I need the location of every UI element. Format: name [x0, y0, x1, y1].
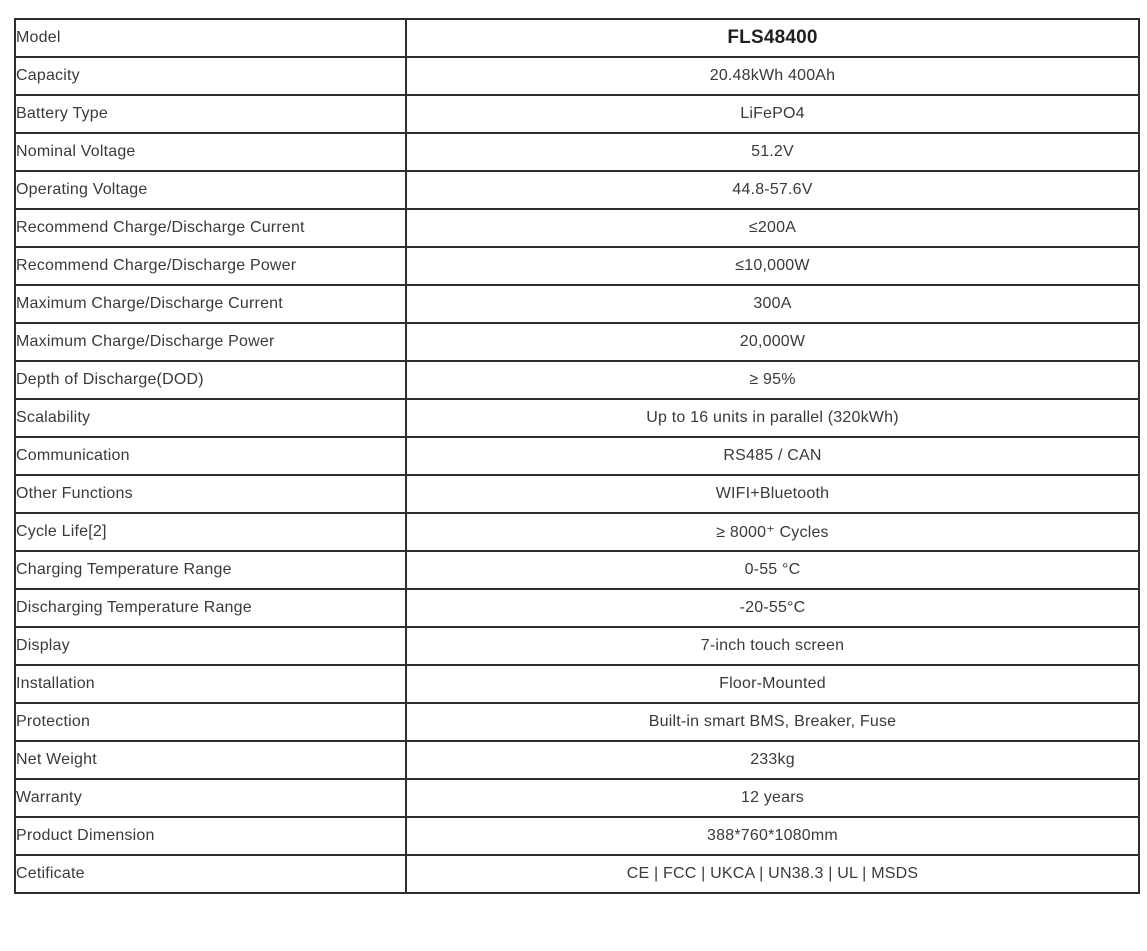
table-row — [15, 361, 1139, 399]
spec-value-cell: 20.48kWh 400Ah — [406, 57, 1139, 95]
spec-value-cell: 51.2V — [406, 133, 1139, 171]
table-row — [15, 741, 1139, 779]
spec-label-cell: Nominal Voltage — [15, 133, 406, 171]
spec-value-cell: RS485 / CAN — [406, 437, 1139, 475]
spec-table — [14, 18, 1140, 894]
spec-value-cell: 44.8-57.6V — [406, 171, 1139, 209]
table-row — [15, 589, 1139, 627]
spec-value-cell: 388*760*1080mm — [406, 817, 1139, 855]
spec-value-cell: ≤200A — [406, 209, 1139, 247]
table-row — [15, 437, 1139, 475]
spec-label-cell: Capacity — [15, 57, 406, 95]
spec-label-cell: Model — [15, 19, 406, 57]
spec-value-cell: 12 years — [406, 779, 1139, 817]
spec-label-cell: Recommend Charge/Discharge Power — [15, 247, 406, 285]
table-row — [15, 399, 1139, 437]
spec-label-cell: Charging Temperature Range — [15, 551, 406, 589]
table-row — [15, 817, 1139, 855]
table-row — [15, 627, 1139, 665]
table-row — [15, 855, 1139, 893]
spec-value-cell: 233kg — [406, 741, 1139, 779]
spec-label-cell: Recommend Charge/Discharge Current — [15, 209, 406, 247]
table-row — [15, 551, 1139, 589]
spec-value-cell: 300A — [406, 285, 1139, 323]
table-row — [15, 19, 1139, 57]
table-row — [15, 779, 1139, 817]
spec-label-cell: Maximum Charge/Discharge Power — [15, 323, 406, 361]
table-row — [15, 247, 1139, 285]
spec-label-cell: Other Functions — [15, 475, 406, 513]
spec-value-cell: LiFePO4 — [406, 95, 1139, 133]
spec-value-cell: ≥ 95% — [406, 361, 1139, 399]
table-row — [15, 703, 1139, 741]
spec-value-cell: CE | FCC | UKCA | UN38.3 | UL | MSDS — [406, 855, 1139, 893]
spec-label-cell: Battery Type — [15, 95, 406, 133]
spec-label-cell: Net Weight — [15, 741, 406, 779]
spec-value-cell: -20-55°C — [406, 589, 1139, 627]
table-row — [15, 171, 1139, 209]
spec-label-cell: Display — [15, 627, 406, 665]
table-row — [15, 209, 1139, 247]
spec-value-cell: ≥ 8000⁺ Cycles — [406, 513, 1139, 551]
table-row — [15, 57, 1139, 95]
spec-value-cell: 0-55 °C — [406, 551, 1139, 589]
spec-label-cell: Product Dimension — [15, 817, 406, 855]
table-row — [15, 513, 1139, 551]
spec-table-body — [15, 19, 1139, 893]
spec-value-cell: WIFI+Bluetooth — [406, 475, 1139, 513]
spec-value-cell: Floor-Mounted — [406, 665, 1139, 703]
spec-value-cell: Built-in smart BMS, Breaker, Fuse — [406, 703, 1139, 741]
spec-value-cell: FLS48400 — [406, 19, 1139, 57]
spec-label-cell: Depth of Discharge(DOD) — [15, 361, 406, 399]
spec-label-cell: Cetificate — [15, 855, 406, 893]
spec-value-cell: Up to 16 units in parallel (320kWh) — [406, 399, 1139, 437]
table-row — [15, 133, 1139, 171]
spec-label-cell: Warranty — [15, 779, 406, 817]
table-row — [15, 475, 1139, 513]
spec-label-cell: Maximum Charge/Discharge Current — [15, 285, 406, 323]
table-row — [15, 95, 1139, 133]
table-row — [15, 323, 1139, 361]
spec-value-cell: 7-inch touch screen — [406, 627, 1139, 665]
table-row — [15, 285, 1139, 323]
spec-value-cell: 20,000W — [406, 323, 1139, 361]
spec-label-cell: Protection — [15, 703, 406, 741]
spec-value-cell: ≤10,000W — [406, 247, 1139, 285]
spec-label-cell: Installation — [15, 665, 406, 703]
table-row — [15, 665, 1139, 703]
spec-label-cell: Operating Voltage — [15, 171, 406, 209]
spec-label-cell: Cycle Life[2] — [15, 513, 406, 551]
spec-label-cell: Discharging Temperature Range — [15, 589, 406, 627]
spec-label-cell: Communication — [15, 437, 406, 475]
spec-label-cell: Scalability — [15, 399, 406, 437]
